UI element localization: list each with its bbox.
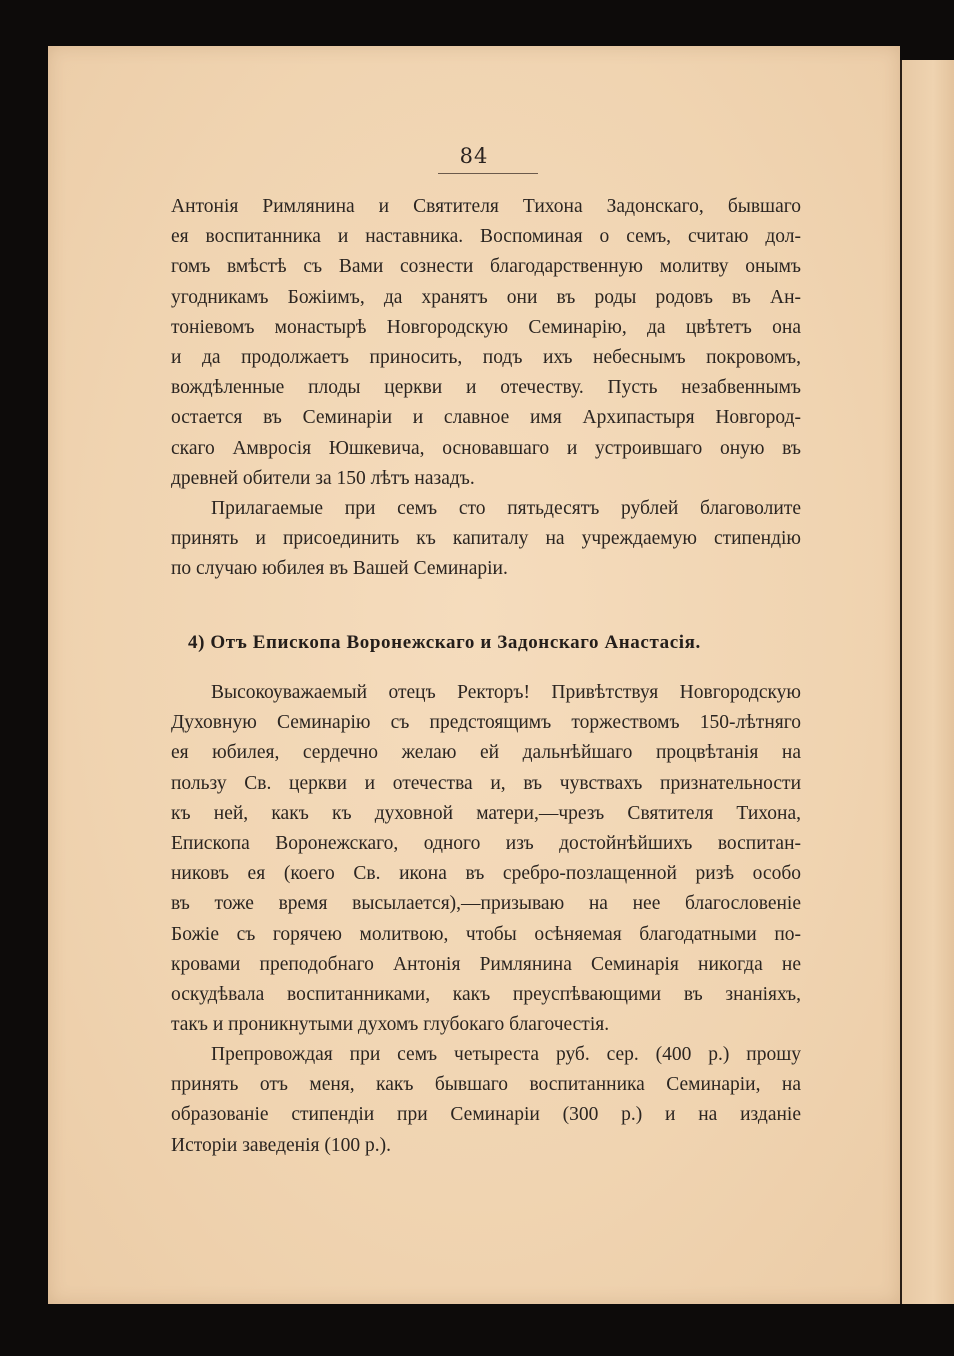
text-line: Епископа Воронежскаго, одного изъ достойнѣйшихъ воспитан- xyxy=(171,833,801,855)
text-line: оскудѣвала воспитанниками, какъ преуспѣвающими въ знаніяхъ, xyxy=(171,984,801,1006)
text-line: ея воспитанника и наставника. Воспоминая о семъ, считаю дол- xyxy=(171,226,801,248)
text-line: Антонія Римлянина и Святителя Тихона Задонскаго, бывшаго xyxy=(171,196,801,217)
text-line: къ ней, какъ къ духовной матери,—чрезъ Святителя Тихона, xyxy=(171,802,801,824)
text-line: остается въ Семинаріи и славное имя Архипастыря Новгород- xyxy=(171,407,801,429)
text-line: никовъ ея (коего Св. икона въ сребро-позлащенной ризѣ особо xyxy=(171,863,801,885)
text-line: пользу Св. церкви и отечества и, въ чувствахъ признательности xyxy=(171,772,801,794)
page-number-rule xyxy=(438,173,538,174)
text-line: въ тоже время высылается),—призываю на нее благословеніе xyxy=(171,893,801,915)
paragraph-1 xyxy=(171,192,801,494)
next-page-edge xyxy=(902,60,954,1304)
page-number: 84 xyxy=(459,144,489,168)
text-line: принять и присоединить къ капиталу на учреждаемую стипендію xyxy=(171,528,801,550)
text-line: древней обители за 150 лѣтъ назадъ. xyxy=(171,467,475,489)
text-line: и да продолжаетъ приносить, подъ ихъ небеснымъ покровомъ, xyxy=(171,347,801,369)
paragraph-3 xyxy=(171,678,801,1040)
paragraph-2 xyxy=(171,494,801,585)
text-line: принять отъ меня, какъ бывшаго воспитанника Семинаріи, на xyxy=(171,1074,801,1096)
text-line: скаго Амвросія Юшкевича, основавшаго и устроившаго оную въ xyxy=(171,437,801,459)
paragraph-4 xyxy=(171,1040,801,1161)
section-heading: 4) Отъ Епископа Воронежскаго и Задонскаго Анастасія. xyxy=(188,632,701,653)
text-line: Исторіи заведенія (100 р.). xyxy=(171,1134,391,1156)
text-line: гомъ вмѣстѣ съ Вами сознести благодарственную молитву онымъ xyxy=(171,256,801,278)
text-line: угодникамъ Божіимъ, да хранятъ они въ роды родовъ въ Ан- xyxy=(171,286,801,308)
text-line: Божіе съ горячею молитвою, чтобы осѣняемая благодатными по- xyxy=(171,923,801,945)
text-line: по случаю юбилея въ Вашей Семинаріи. xyxy=(171,558,508,580)
text-line: вождѣленные плоды церкви и отечеству. Пусть незабвеннымъ xyxy=(171,377,801,399)
book-page xyxy=(48,46,900,1304)
text-line: образованіе стипендіи при Семинаріи (300 р.) и на изданіе xyxy=(171,1104,801,1126)
text-line: Духовную Семинарію съ предстоящимъ торжествомъ 150-лѣтняго xyxy=(171,712,801,734)
text-line: Высокоуважаемый отецъ Ректоръ! Привѣтствуя Новгородскую xyxy=(211,682,801,703)
text-line: Прилагаемые при семъ сто пятьдесятъ рублей благоволите xyxy=(211,498,801,519)
text-line: такъ и проникнутыми духомъ глубокаго благочестія. xyxy=(171,1014,610,1036)
text-line: тоніевомъ монастырѣ Новгородскую Семинарію, да цвѣтетъ она xyxy=(171,316,801,338)
text-line: кровами преподобнаго Антонія Римлянина Семинарія никогда не xyxy=(171,953,801,975)
text-line: ея юбилея, сердечно желаю ей дальнѣйшаго процвѣтанія на xyxy=(171,742,801,764)
text-line: Препровождая при семъ четыреста руб. сер. (400 р.) прошу xyxy=(211,1044,801,1065)
